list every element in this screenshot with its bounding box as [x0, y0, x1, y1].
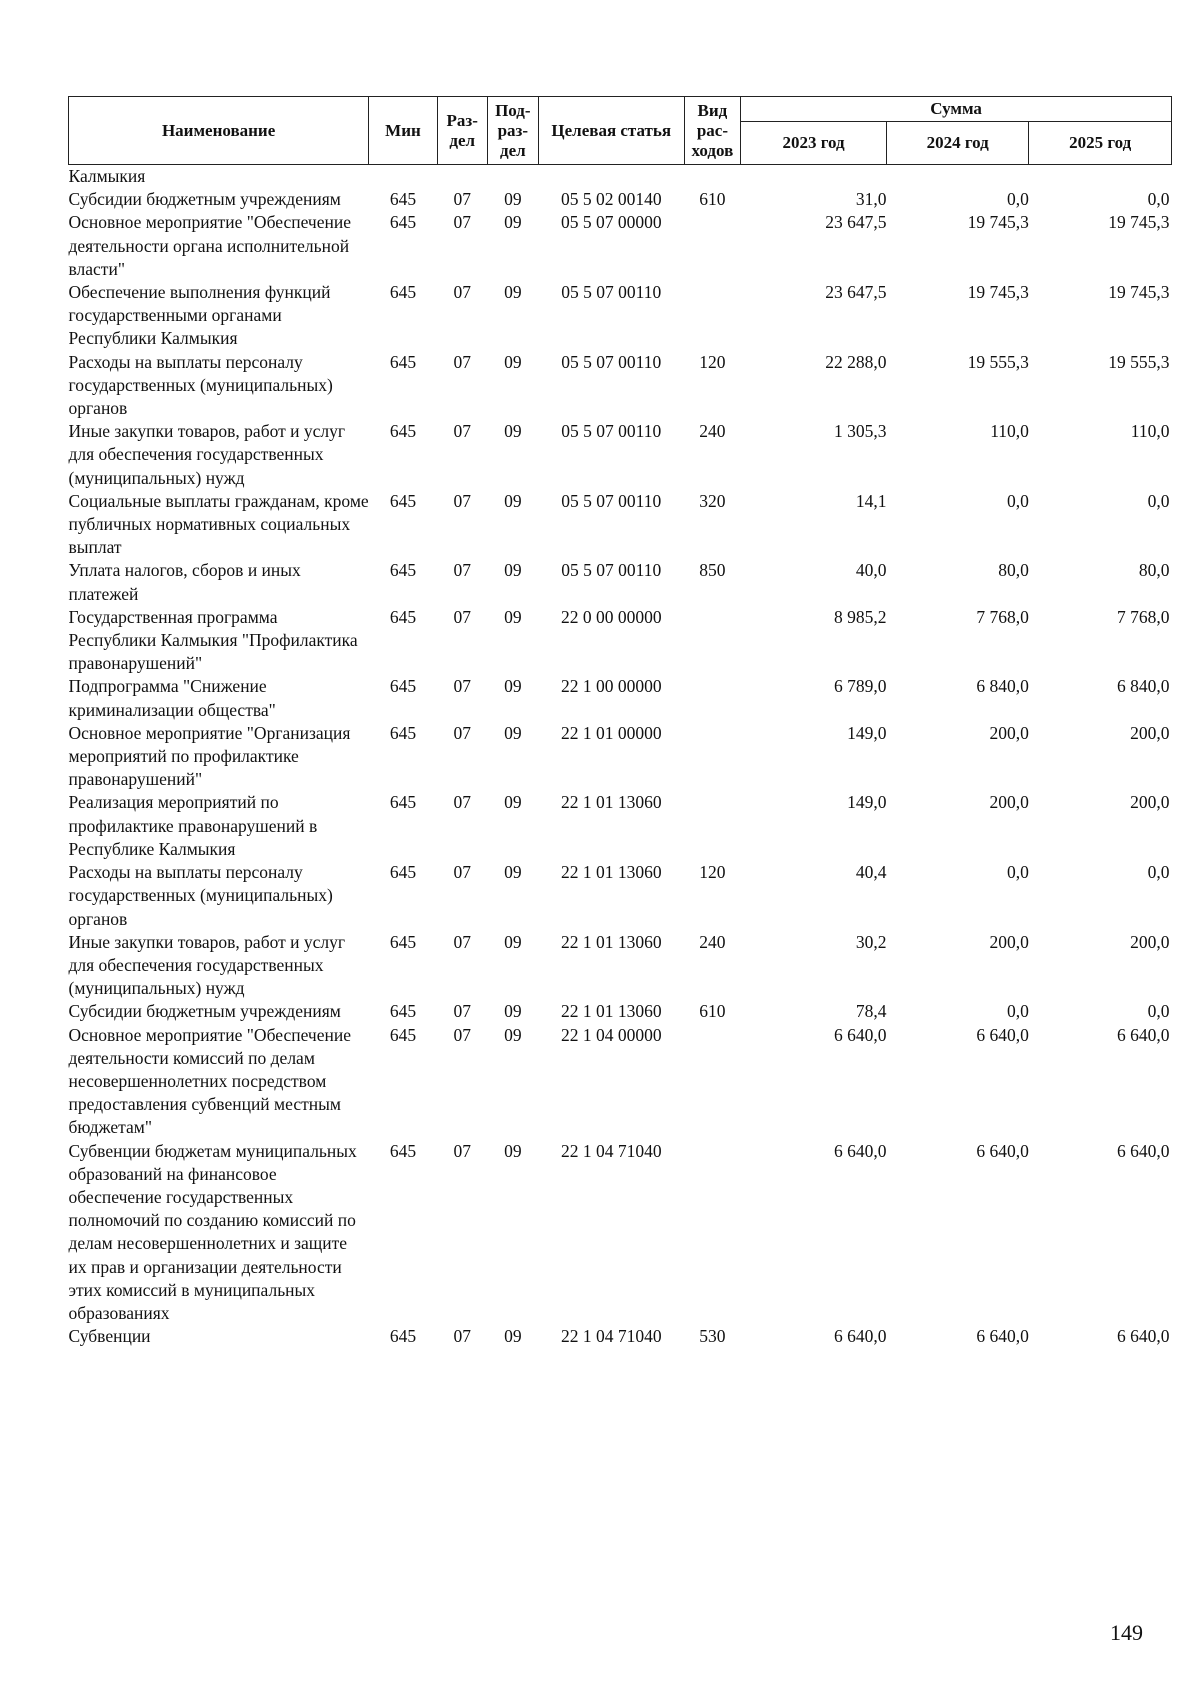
table-body — [69, 165, 1172, 1349]
row-target-article: 22 1 00 00000 — [560, 676, 662, 697]
table-row — [69, 165, 1172, 189]
row-sum-2024: 19 745,3 — [967, 282, 1029, 303]
row-sum-2023: 149,0 — [847, 792, 887, 813]
row-podrazdel: 09 — [504, 931, 522, 952]
row-sum-2024: 6 840,0 — [976, 676, 1029, 697]
row-sum-2024: 200,0 — [989, 931, 1029, 952]
row-target-article: 22 1 01 13060 — [560, 862, 662, 883]
row-podrazdel: 09 — [504, 722, 522, 743]
table-row — [69, 675, 1172, 721]
table-row — [69, 1325, 1172, 1348]
row-sum-2024: 6 640,0 — [976, 1326, 1029, 1347]
row-razdel: 07 — [453, 676, 471, 697]
row-expense-type: 610 — [699, 1001, 726, 1022]
row-sum-2025: 7 768,0 — [1117, 606, 1170, 627]
row-sum-2023: 6 640,0 — [833, 1024, 887, 1045]
row-sum-2023: 40,4 — [855, 862, 887, 883]
row-expense-type — [684, 211, 741, 281]
header-min: Мин — [369, 97, 438, 165]
row-podrazdel: 09 — [504, 421, 522, 442]
row-sum-2025: 0,0 — [1147, 1001, 1170, 1022]
row-sum-2025: 80,0 — [1138, 560, 1170, 581]
page-number: 149 — [1110, 1620, 1143, 1645]
header-razdel: Раз-дел — [437, 97, 487, 165]
row-sum-2025: 0,0 — [1147, 490, 1170, 511]
row-sum-2024: 0,0 — [1007, 189, 1029, 210]
table-row — [69, 211, 1172, 281]
row-podrazdel: 09 — [504, 1140, 522, 1161]
row-expense-type: 530 — [699, 1326, 726, 1347]
row-sum-2023: 149,0 — [847, 722, 887, 743]
row-target-article: 22 1 01 13060 — [560, 792, 662, 813]
row-ministry: 645 — [389, 1024, 417, 1045]
header-year-2023: 2023 год — [741, 122, 887, 165]
table-row — [69, 188, 1172, 211]
row-expense-type — [684, 1140, 741, 1326]
row-name: Обеспечение выполнения функций государственными органами Республики Калмыкия — [68, 282, 331, 349]
row-target-article: 22 1 01 13060 — [560, 1001, 662, 1022]
header-name: Наименование — [69, 97, 369, 165]
row-ministry: 645 — [389, 722, 417, 743]
table-row — [69, 931, 1172, 1001]
row-name: Основное мероприятие "Обеспечение деятельности органа исполнительной власти" — [68, 212, 351, 279]
row-sum-2025: 200,0 — [1130, 792, 1170, 813]
row-ministry: 645 — [389, 792, 417, 813]
row-sum-2023: 78,4 — [855, 1001, 887, 1022]
row-ministry: 645 — [389, 1001, 417, 1022]
budget-table — [68, 96, 1172, 1348]
row-sum-2023: 40,0 — [855, 560, 887, 581]
table-row — [69, 420, 1172, 490]
row-sum-2024: 110,0 — [990, 421, 1029, 442]
row-podrazdel: 09 — [504, 606, 522, 627]
row-sum-2024: 19 555,3 — [967, 351, 1029, 372]
row-name: Реализация мероприятий по профилактике правонарушений в Республике Калмыкия — [68, 792, 318, 859]
row-target-article: 22 1 04 71040 — [560, 1140, 662, 1161]
row-ministry: 645 — [389, 606, 417, 627]
row-name: Субвенции — [68, 1326, 151, 1347]
row-expense-type: 320 — [699, 490, 726, 511]
row-razdel: 07 — [453, 931, 471, 952]
row-sum-2024: 0,0 — [1007, 1001, 1029, 1022]
row-expense-type: 610 — [699, 189, 726, 210]
row-sum-2025: 6 640,0 — [1117, 1140, 1170, 1161]
row-target-article: 05 5 07 00110 — [561, 490, 662, 511]
row-ministry: 645 — [389, 212, 417, 233]
row-sum-2024 — [886, 165, 1028, 189]
table-row — [69, 606, 1172, 676]
row-sum-2023: 22 288,0 — [825, 351, 887, 372]
row-name: Государственная программа Республики Калмыкия "Профилактика правонарушений" — [68, 606, 358, 674]
row-sum-2023 — [741, 165, 887, 189]
row-name: Калмыкия — [68, 166, 146, 186]
table-row — [69, 722, 1172, 792]
row-podrazdel: 09 — [504, 1001, 522, 1022]
table-row — [69, 490, 1172, 560]
row-target-article: 05 5 07 00000 — [560, 212, 662, 233]
header-sum: Сумма — [741, 97, 1172, 122]
row-sum-2025: 0,0 — [1147, 862, 1170, 883]
row-sum-2023: 8 985,2 — [833, 606, 887, 627]
row-expense-type — [684, 165, 741, 189]
header-year-2024: 2024 год — [886, 122, 1028, 165]
row-razdel: 07 — [453, 1001, 471, 1022]
row-sum-2025: 6 640,0 — [1117, 1024, 1170, 1045]
row-ministry — [369, 165, 438, 189]
row-expense-type — [684, 722, 741, 792]
row-razdel: 07 — [453, 862, 471, 883]
row-sum-2024: 80,0 — [998, 560, 1029, 581]
document-page — [68, 96, 1172, 1348]
table-row — [69, 1140, 1172, 1326]
row-podrazdel: 09 — [504, 676, 522, 697]
row-sum-2023: 6 789,0 — [833, 676, 887, 697]
table-row — [69, 1024, 1172, 1140]
row-name: Субвенции бюджетам муниципальных образований на финансовое обеспечение государственных полномочий по созданию комиссий по делам несовершеннолетних и защите их прав и организации деятельности этих комиссий в муниципальных образованиях — [68, 1140, 357, 1323]
row-podrazdel: 09 — [504, 1024, 522, 1045]
row-razdel: 07 — [453, 722, 471, 743]
row-sum-2024: 7 768,0 — [976, 606, 1029, 627]
row-sum-2023: 1 305,3 — [833, 421, 887, 442]
row-sum-2023: 23 647,5 — [825, 212, 887, 233]
row-podrazdel: 09 — [504, 189, 522, 210]
row-podrazdel: 09 — [504, 351, 522, 372]
row-ministry: 645 — [389, 676, 417, 697]
row-expense-type — [684, 281, 741, 351]
row-sum-2024: 0,0 — [1007, 490, 1029, 511]
row-target-article: 05 5 02 00140 — [560, 189, 662, 210]
table-row — [69, 791, 1172, 861]
row-ministry: 645 — [389, 282, 417, 303]
row-podrazdel: 09 — [504, 1326, 522, 1347]
row-ministry: 645 — [389, 1326, 417, 1347]
row-sum-2025: 19 745,3 — [1108, 212, 1170, 233]
row-sum-2024: 6 640,0 — [976, 1024, 1029, 1045]
row-name: Подпрограмма "Снижение криминализации общества" — [68, 676, 276, 720]
row-ministry: 645 — [389, 351, 417, 372]
row-razdel: 07 — [453, 1326, 471, 1347]
row-razdel: 07 — [453, 792, 471, 813]
table-row — [69, 351, 1172, 421]
row-sum-2025: 200,0 — [1130, 931, 1170, 952]
row-ministry: 645 — [389, 189, 417, 210]
row-podrazdel: 09 — [504, 862, 522, 883]
row-sum-2023: 30,2 — [855, 931, 887, 952]
row-ministry: 645 — [389, 490, 417, 511]
row-expense-type — [684, 606, 741, 676]
row-expense-type — [684, 791, 741, 861]
row-target-article: 05 5 07 00110 — [561, 560, 662, 581]
row-expense-type — [684, 675, 741, 721]
row-razdel: 07 — [453, 282, 471, 303]
row-sum-2023: 23 647,5 — [825, 282, 887, 303]
row-sum-2025 — [1029, 165, 1172, 189]
row-expense-type: 850 — [699, 560, 726, 581]
row-sum-2025: 110,0 — [1130, 421, 1170, 442]
row-expense-type: 240 — [699, 421, 726, 442]
row-expense-type: 120 — [699, 351, 726, 372]
row-name: Иные закупки товаров, работ и услуг для обеспечения государственных (муниципальных) нужд — [68, 421, 346, 488]
row-expense-type: 120 — [699, 862, 726, 883]
row-razdel — [437, 165, 487, 189]
row-name: Основное мероприятие "Обеспечение деятельности комиссий по делам несовершеннолетних посредством предоставления субвенций местным бюджетам" — [68, 1024, 351, 1138]
row-target-article: 22 0 00 00000 — [560, 606, 662, 627]
row-name: Расходы на выплаты персоналу государственных (муниципальных) органов — [68, 862, 333, 929]
row-name: Субсидии бюджетным учреждениям — [68, 189, 341, 210]
row-podrazdel: 09 — [504, 490, 522, 511]
header-podrazdel: Под-раз-дел — [487, 97, 538, 165]
row-podrazdel — [487, 165, 538, 189]
row-expense-type: 240 — [699, 931, 726, 952]
header-expense-type: Вид рас-ходов — [684, 97, 741, 165]
row-ministry: 645 — [389, 931, 417, 952]
table-row — [69, 1000, 1172, 1023]
row-razdel: 07 — [453, 351, 471, 372]
row-ministry: 645 — [389, 1140, 417, 1161]
row-target-article: 05 5 07 00110 — [561, 351, 662, 372]
row-razdel: 07 — [453, 421, 471, 442]
row-sum-2024: 200,0 — [989, 792, 1029, 813]
row-razdel: 07 — [453, 1024, 471, 1045]
row-podrazdel: 09 — [504, 212, 522, 233]
row-ministry: 645 — [389, 862, 417, 883]
row-ministry: 645 — [389, 560, 417, 581]
row-sum-2024: 0,0 — [1007, 862, 1029, 883]
row-target-article: 22 1 04 00000 — [560, 1024, 662, 1045]
row-name: Расходы на выплаты персоналу государственных (муниципальных) органов — [68, 351, 333, 419]
row-name: Уплата налогов, сборов и иных платежей — [68, 560, 301, 604]
table-header — [69, 97, 1172, 165]
row-razdel: 07 — [453, 606, 471, 627]
row-sum-2025: 6 640,0 — [1117, 1326, 1170, 1347]
row-sum-2025: 200,0 — [1130, 722, 1170, 743]
row-razdel: 07 — [453, 490, 471, 511]
row-sum-2024: 200,0 — [989, 722, 1029, 743]
row-name: Субсидии бюджетным учреждениям — [68, 1001, 341, 1022]
row-ministry: 645 — [389, 421, 417, 442]
row-sum-2024: 19 745,3 — [967, 212, 1029, 233]
row-target-article — [538, 165, 684, 189]
row-razdel: 07 — [453, 189, 471, 210]
table-row — [69, 861, 1172, 931]
row-sum-2025: 0,0 — [1147, 189, 1170, 210]
header-year-2025: 2025 год — [1029, 122, 1172, 165]
header-target-article: Целевая статья — [538, 97, 684, 165]
row-target-article: 05 5 07 00110 — [561, 421, 662, 442]
row-sum-2025: 19 555,3 — [1108, 351, 1170, 372]
row-sum-2023: 31,0 — [855, 189, 887, 210]
row-razdel: 07 — [453, 212, 471, 233]
row-sum-2024: 6 640,0 — [976, 1140, 1029, 1161]
row-razdel: 07 — [453, 1140, 471, 1161]
table-row — [69, 281, 1172, 351]
row-sum-2025: 19 745,3 — [1108, 282, 1170, 303]
row-name: Иные закупки товаров, работ и услуг для обеспечения государственных (муниципальных) нужд — [68, 931, 346, 999]
row-target-article: 05 5 07 00110 — [561, 282, 662, 303]
row-name: Социальные выплаты гражданам, кроме публичных нормативных социальных выплат — [68, 490, 369, 558]
table-row — [69, 559, 1172, 605]
row-sum-2023: 6 640,0 — [833, 1326, 887, 1347]
row-sum-2025: 6 840,0 — [1117, 676, 1170, 697]
row-podrazdel: 09 — [504, 282, 522, 303]
row-target-article: 22 1 01 13060 — [560, 931, 662, 952]
row-razdel: 07 — [453, 560, 471, 581]
row-target-article: 22 1 04 71040 — [560, 1326, 662, 1347]
row-sum-2023: 14,1 — [855, 490, 887, 511]
row-podrazdel: 09 — [504, 792, 522, 813]
row-sum-2023: 6 640,0 — [833, 1140, 887, 1161]
row-target-article: 22 1 01 00000 — [560, 722, 662, 743]
row-name: Основное мероприятие "Организация мероприятий по профилактике правонарушений" — [68, 722, 351, 790]
row-expense-type — [684, 1024, 741, 1140]
row-podrazdel: 09 — [504, 560, 522, 581]
